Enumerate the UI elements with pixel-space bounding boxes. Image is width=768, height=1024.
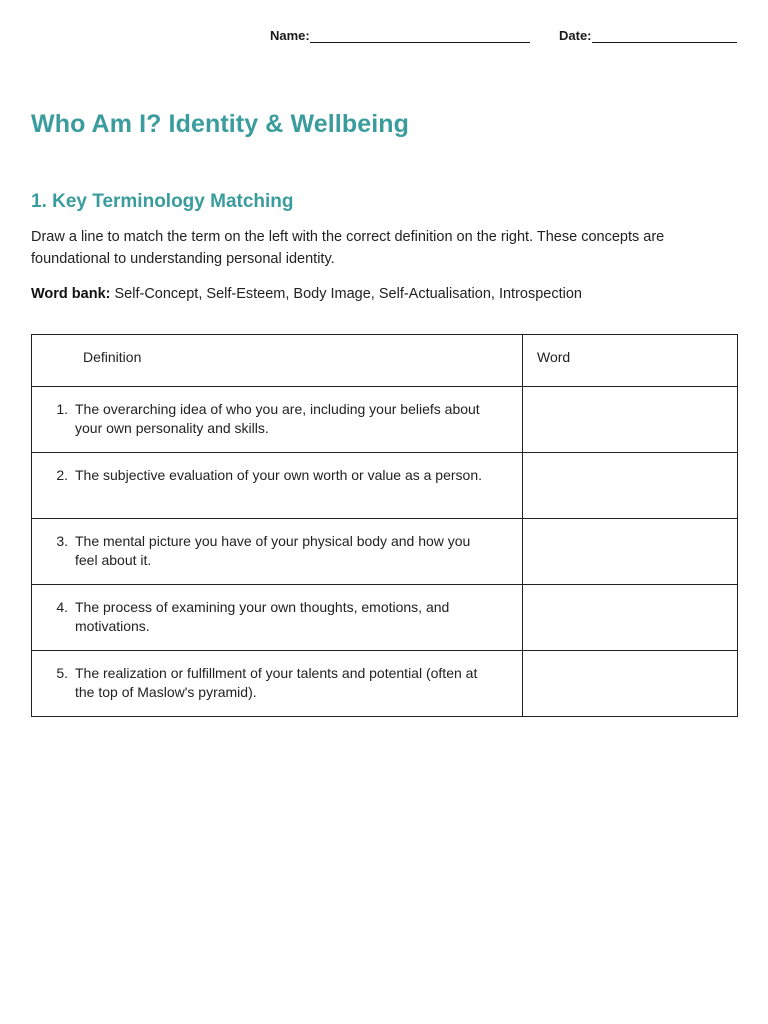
column-header-definition: Definition [32, 335, 523, 387]
instructions: Draw a line to match the term on the left with the correct definition on the right. These concepts are foundational to understanding personal identity. [31, 229, 665, 267]
word-bank-terms: Self-Concept, Self-Esteem, Body Image, Self-Actualisation, Introspection [114, 286, 582, 302]
name-label: Name: [270, 28, 310, 43]
definition-number: 3. [56, 533, 68, 549]
name-field[interactable] [270, 28, 530, 43]
definition-text: The subjective evaluation of your own worth or value as a person. [75, 467, 483, 483]
word-answer-cell[interactable] [523, 453, 738, 519]
date-line[interactable] [592, 29, 737, 43]
word-bank-label: Word bank: [31, 286, 111, 302]
table-row [32, 651, 738, 717]
date-field[interactable] [559, 28, 737, 43]
word-answer-cell[interactable] [523, 519, 738, 585]
definition-cell [32, 651, 523, 717]
word-answer-cell[interactable] [523, 585, 738, 651]
definition-number: 2. [56, 467, 68, 483]
name-line[interactable] [310, 29, 530, 43]
definition-cell [32, 387, 523, 453]
definition-cell [32, 585, 523, 651]
matching-table [31, 334, 738, 717]
definition-text: The process of examining your own thoughts, emotions, and motivations. [75, 599, 450, 634]
definition-text: The realization or fulfillment of your talents and potential (often at the top of Maslow's pyramid). [75, 665, 478, 700]
table-row [32, 453, 738, 519]
definition-number: 1. [56, 401, 68, 417]
word-bank [31, 283, 741, 305]
section-title: 1. Key Terminology Matching [31, 191, 294, 212]
word-answer-cell[interactable] [523, 651, 738, 717]
column-header-word: Word [523, 335, 738, 387]
definition-cell [32, 519, 523, 585]
definition-text: The mental picture you have of your physical body and how you feel about it. [75, 533, 471, 568]
table-row [32, 387, 738, 453]
table-header-row [32, 335, 738, 387]
definition-cell [32, 453, 523, 519]
page-title: Who Am I? Identity & Wellbeing [31, 110, 409, 138]
table-row [32, 585, 738, 651]
table-row [32, 519, 738, 585]
definition-number: 4. [56, 599, 68, 615]
definition-number: 5. [56, 665, 68, 681]
definition-text: The overarching idea of who you are, including your beliefs about your own personality and skills. [75, 401, 480, 436]
date-label: Date: [559, 28, 592, 43]
header-fields [270, 28, 737, 44]
word-answer-cell[interactable] [523, 387, 738, 453]
